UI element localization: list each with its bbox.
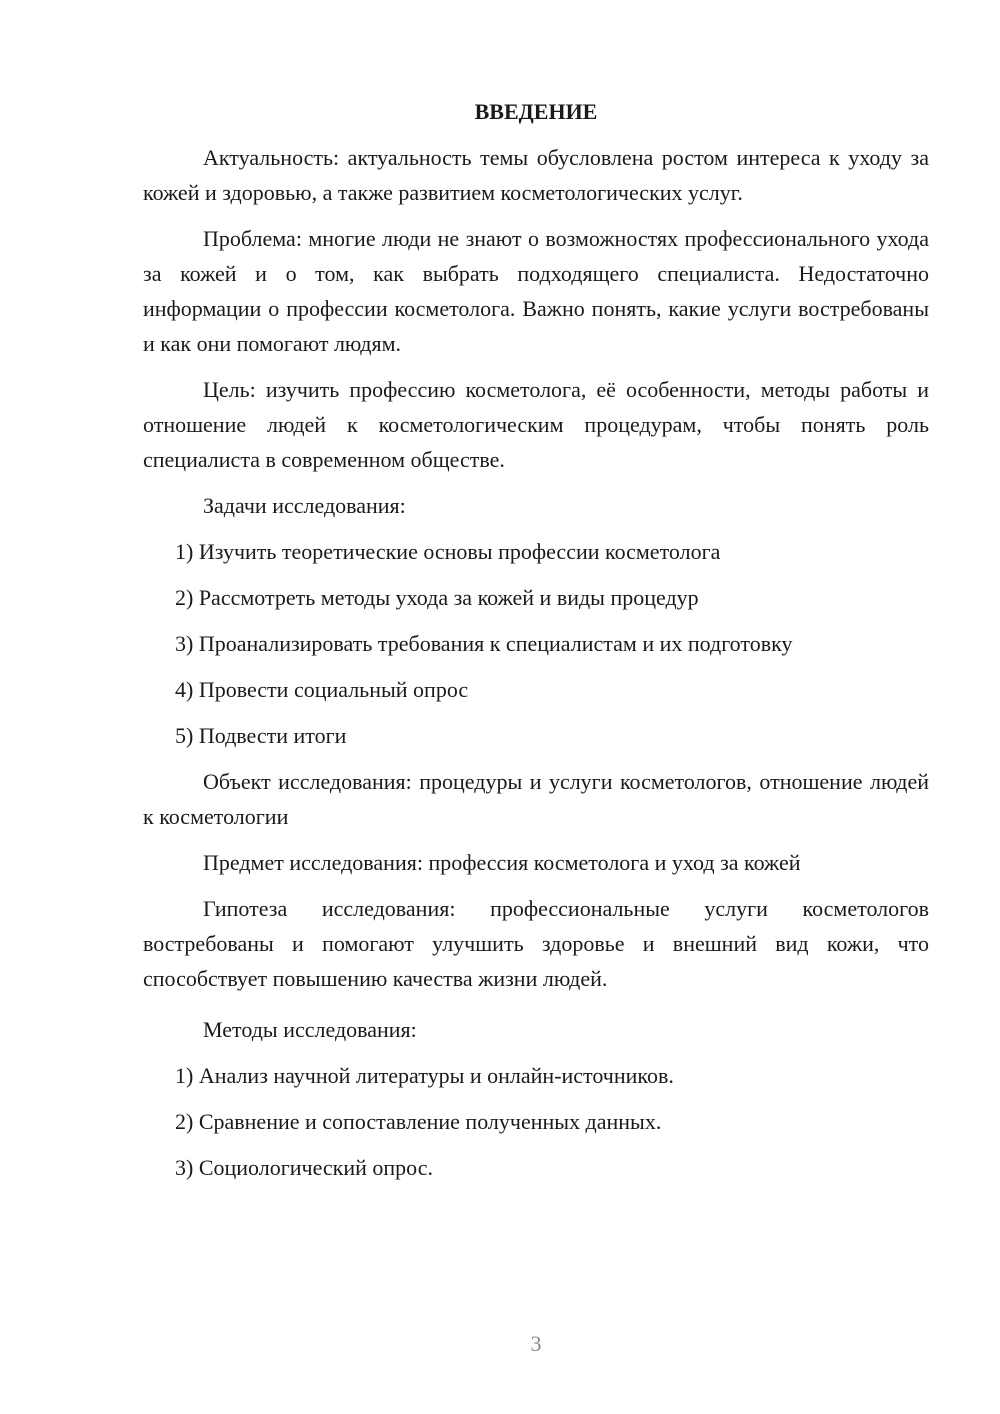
methods-list	[143, 1058, 929, 1185]
list-item: 2) Рассмотреть методы ухода за кожей и виды процедур	[175, 585, 699, 610]
section-title: ВВЕДЕНИЕ	[474, 99, 598, 124]
tasks-list	[143, 534, 929, 753]
hypothesis-paragraph: Гипотеза исследования: профессиональные услуги косметологов востребованы и помогают улучшить здоровье и внешний вид кожи, что способствует повышению качества жизни людей.	[143, 896, 929, 991]
object-paragraph: Объект исследования: процедуры и услуги косметологов, отношение людей к косметологии	[143, 769, 929, 829]
tasks-heading: Задачи исследования:	[203, 493, 406, 518]
document-body	[143, 94, 929, 1196]
methods-heading: Методы исследования:	[203, 1017, 417, 1042]
goal-paragraph: Цель: изучить профессию косметолога, её особенности, методы работы и отношение людей к косметологическим процедурам, чтобы понять роль специалиста в современном обществе.	[143, 377, 929, 472]
subject-paragraph: Предмет исследования: профессия косметолога и уход за кожей	[203, 850, 801, 875]
list-item: 2) Сравнение и сопоставление полученных данных.	[175, 1109, 662, 1134]
list-item: 3) Социологический опрос.	[175, 1155, 433, 1180]
page-number: 3	[530, 1331, 542, 1356]
list-item: 1) Анализ научной литературы и онлайн-источников.	[175, 1063, 674, 1088]
relevance-paragraph: Актуальность: актуальность темы обусловлена ростом интереса к уходу за кожей и здоровью, а также развитием косметологических услуг.	[143, 145, 929, 205]
list-item: 5) Подвести итоги	[175, 723, 347, 748]
list-item: 4) Провести социальный опрос	[175, 677, 469, 702]
problem-paragraph: Проблема: многие люди не знают о возможностях профессионального ухода за кожей и о том, как выбрать подходящего специалиста. Недостаточно информации о профессии косметолога. Важно понять, какие услуги востребованы и как они помогают людям.	[143, 226, 929, 356]
list-item: 3) Проанализировать требования к специалистам и их подготовку	[175, 631, 793, 656]
list-item: 1) Изучить теоретические основы профессии косметолога	[175, 539, 721, 564]
